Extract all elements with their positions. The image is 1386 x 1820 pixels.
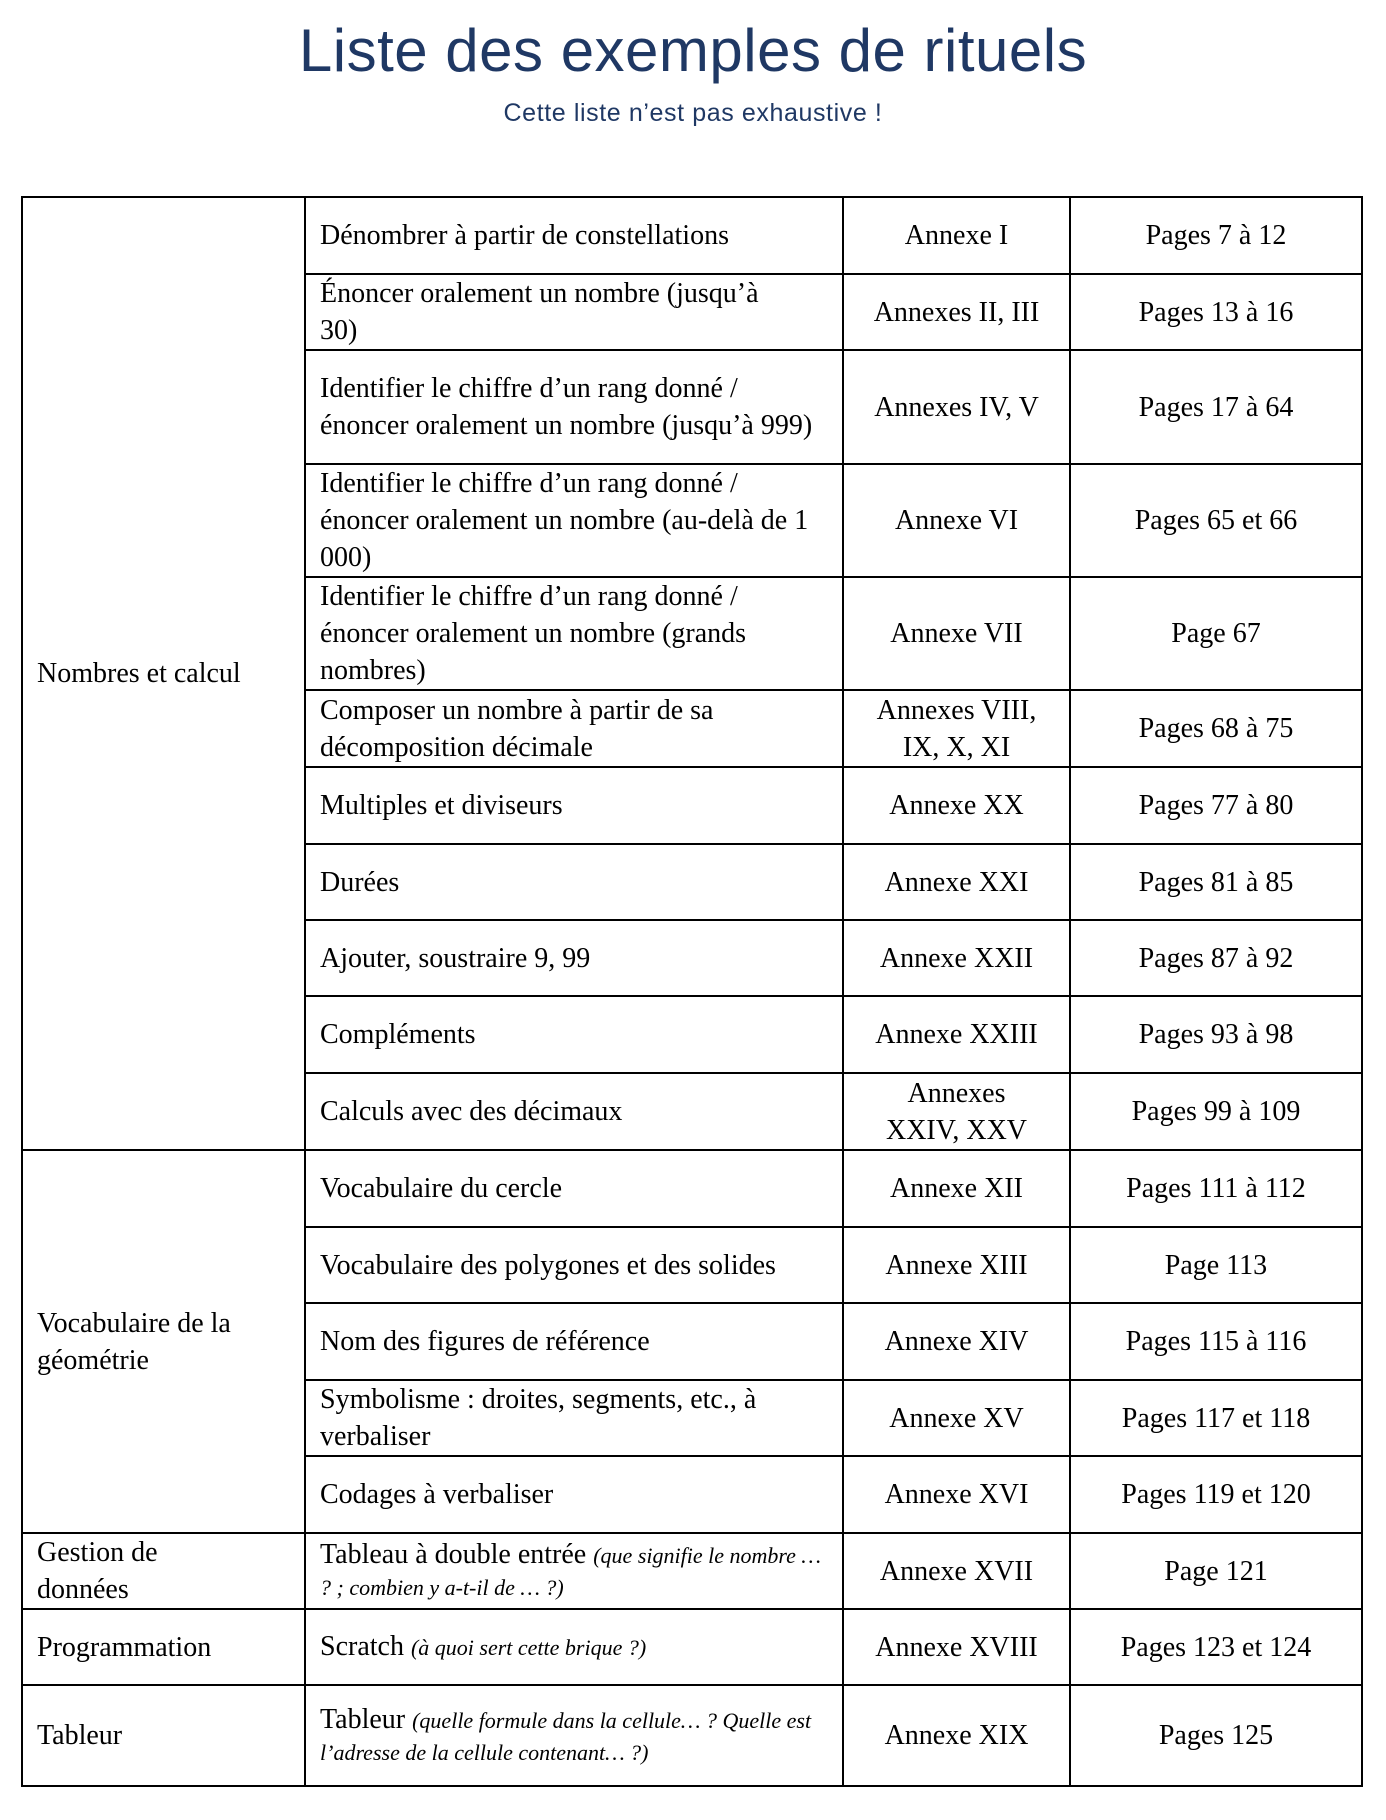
ritual-label: Compléments: [320, 1019, 476, 1050]
ritual-note: (quelle formule dans la cellule… ? Quelle est l’adresse de la cellule contenant… ?): [320, 1707, 812, 1765]
ritual-label: Multiples et diviseurs: [320, 790, 563, 821]
pages-cell: [1069, 1684, 1363, 1787]
pages-label: Pages 7 à 12: [1145, 220, 1287, 251]
annex-cell: [842, 1149, 1071, 1228]
ritual-label: Vocabulaire du cercle: [320, 1173, 563, 1204]
category-cell: [21, 1149, 306, 1534]
pages-label: Pages 125: [1158, 1720, 1274, 1751]
annex-label: Annexe XIV: [884, 1326, 1029, 1357]
ritual-label: Vocabulaire des polygones et des solides: [320, 1249, 776, 1281]
annex-cell: [842, 1455, 1071, 1534]
annex-label: Annexes II, III: [873, 296, 1040, 328]
annex-cell: [842, 196, 1071, 275]
ritual-cell: [304, 1226, 844, 1304]
pages-label: Pages 81 à 85: [1138, 866, 1294, 898]
pages-cell: [1069, 1072, 1363, 1151]
annex-label: Annexe XXIII: [875, 1019, 1038, 1050]
ritual-cell: [304, 689, 844, 768]
ritual-cell: [304, 919, 844, 997]
pages-label: Pages 13 à 16: [1138, 296, 1294, 328]
annex-label: Annexe VI: [894, 505, 1019, 536]
pages-cell: [1069, 196, 1363, 275]
annex-cell: [842, 273, 1071, 351]
pages-cell: [1069, 463, 1363, 578]
annex-cell: [842, 995, 1071, 1074]
category-cell: [21, 1532, 306, 1610]
ritual-label: Ajouter, soustraire 9, 99: [320, 942, 591, 974]
pages-label: Pages 99 à 109: [1131, 1096, 1301, 1127]
pages-cell: [1069, 1608, 1363, 1686]
annex-label: Annexe XX: [889, 790, 1024, 821]
annex-cell: [842, 463, 1071, 578]
ritual-cell: [304, 1379, 844, 1457]
pages-cell: [1069, 766, 1363, 845]
pages-cell: [1069, 1302, 1363, 1381]
pages-label: Pages 93 à 98: [1138, 1019, 1294, 1050]
ritual-text: [320, 1631, 646, 1663]
annex-label: Annexe I: [904, 220, 1009, 251]
ritual-label: Codages à verbaliser: [320, 1479, 554, 1510]
annex-cell: [842, 919, 1071, 997]
ritual-cell: [304, 1302, 844, 1381]
pages-label: Pages 115 à 116: [1125, 1326, 1307, 1357]
annex-label: Annexe XVIII: [875, 1631, 1038, 1663]
pages-label: Pages 123 et 124: [1120, 1631, 1312, 1663]
pages-label: Pages 87 à 92: [1138, 942, 1294, 974]
annex-cell: [842, 843, 1071, 921]
pages-cell: [1069, 919, 1363, 997]
ritual-label: Identifier le chiffre d’un rang donné / énoncer oralement un nombre (jusqu’à 999): [320, 373, 813, 441]
annex-label: Annexe XIX: [884, 1720, 1029, 1751]
ritual-cell: [304, 1608, 844, 1686]
page-title: Liste des exemples de rituels: [298, 17, 1088, 84]
category-cell: [21, 1684, 306, 1787]
pages-label: Page 67: [1171, 618, 1261, 649]
annex-cell: [842, 1226, 1071, 1304]
ritual-label: Calculs avec des décimaux: [320, 1096, 623, 1127]
ritual-label: Identifier le chiffre d’un rang donné / énoncer oralement un nombre (au-delà de 1 000): [320, 468, 809, 573]
ritual-text: [320, 1539, 830, 1603]
pages-cell: [1069, 1226, 1363, 1304]
pages-cell: [1069, 995, 1363, 1074]
ritual-cell: [304, 1532, 844, 1610]
category-cell: [21, 1608, 306, 1686]
pages-cell: [1069, 689, 1363, 768]
annex-label: Annexe XVI: [884, 1479, 1029, 1510]
annex-cell: [842, 1608, 1071, 1686]
annex-cell: [842, 349, 1071, 465]
pages-label: Pages 65 et 66: [1134, 505, 1298, 536]
ritual-label: Symbolisme : droites, segments, etc., à verbaliser: [320, 1384, 757, 1452]
ritual-cell: [304, 349, 844, 465]
ritual-label: Durées: [320, 866, 400, 898]
pages-label: Pages 119 et 120: [1121, 1479, 1311, 1510]
annex-cell: [842, 689, 1071, 768]
ritual-cell: [304, 766, 844, 845]
ritual-label: Dénombrer à partir de constellations: [320, 220, 729, 251]
annex-label: Annexe XXI: [884, 866, 1029, 898]
ritual-label: Composer un nombre à partir de sa décomposition décimale: [320, 694, 714, 763]
pages-label: Pages 77 à 80: [1138, 790, 1294, 821]
annex-label: Annexe VII: [890, 618, 1023, 649]
annex-label: Annexe XV: [889, 1402, 1024, 1434]
annex-label: Annexe XIII: [885, 1249, 1028, 1281]
ritual-cell: [304, 995, 844, 1074]
pages-cell: [1069, 843, 1363, 921]
ritual-note: (à quoi sert cette brique ?): [410, 1635, 647, 1660]
ritual-label: Tableau à double entrée: [320, 1539, 587, 1570]
pages-label: Page 113: [1164, 1249, 1268, 1281]
annex-label: Annexe XXII: [879, 942, 1034, 974]
ritual-label: Nom des figures de référence: [320, 1326, 650, 1357]
category-cell: [21, 196, 306, 1151]
category-label: Vocabulaire de la géométrie: [37, 1307, 231, 1376]
ritual-cell: [304, 1455, 844, 1534]
annex-cell: [842, 1302, 1071, 1381]
ritual-note: (que signifie le nombre … ? ; combien y a-t-il de … ?): [320, 1543, 821, 1600]
pages-cell: [1069, 273, 1363, 351]
annex-cell: [842, 1684, 1071, 1787]
annex-cell: [842, 1072, 1071, 1151]
ritual-cell: [304, 196, 844, 275]
pages-label: Pages 111 à 112: [1126, 1173, 1306, 1204]
ritual-label: Tableur: [320, 1703, 406, 1735]
category-label: Nombres et calcul: [37, 658, 241, 689]
annex-label: Annexe XII: [890, 1173, 1023, 1204]
ritual-cell: [304, 576, 844, 691]
ritual-label: Scratch: [320, 1631, 404, 1662]
ritual-cell: [304, 1072, 844, 1151]
annex-cell: [842, 1379, 1071, 1457]
ritual-cell: [304, 1149, 844, 1228]
pages-label: Pages 17 à 64: [1138, 391, 1294, 423]
annex-label: Annexes IV, V: [874, 391, 1039, 423]
category-label: Tableur: [37, 1720, 123, 1751]
annex-label: Annexes VIII, IX, X, XI: [876, 694, 1037, 763]
pages-label: Pages 117 et 118: [1121, 1402, 1311, 1434]
annex-cell: [842, 576, 1071, 691]
page-subtitle: Cette liste n’est pas exhaustive !: [503, 99, 883, 127]
pages-cell: [1069, 1149, 1363, 1228]
ritual-cell: [304, 1684, 844, 1787]
annex-cell: [842, 1532, 1071, 1610]
category-label: Gestion de données: [37, 1537, 158, 1605]
annex-label: Annexe XVII: [879, 1555, 1034, 1587]
pages-cell: [1069, 1455, 1363, 1534]
ritual-label: Identifier le chiffre d’un rang donné / énoncer oralement un nombre (grands nombres): [320, 581, 747, 686]
ritual-cell: [304, 273, 844, 351]
pages-cell: [1069, 576, 1363, 691]
pages-cell: [1069, 1379, 1363, 1457]
ritual-text: [320, 1704, 820, 1768]
pages-cell: [1069, 1532, 1363, 1610]
category-label: Programmation: [37, 1631, 212, 1663]
pages-label: Page 121: [1164, 1555, 1268, 1587]
pages-cell: [1069, 349, 1363, 465]
ritual-label: Énoncer oralement un nombre (jusqu’à 30): [320, 278, 759, 346]
pages-label: Pages 68 à 75: [1138, 713, 1294, 744]
annex-label: Annexes XXIV, XXV: [885, 1077, 1028, 1146]
annex-cell: [842, 766, 1071, 845]
ritual-cell: [304, 843, 844, 921]
ritual-cell: [304, 463, 844, 578]
